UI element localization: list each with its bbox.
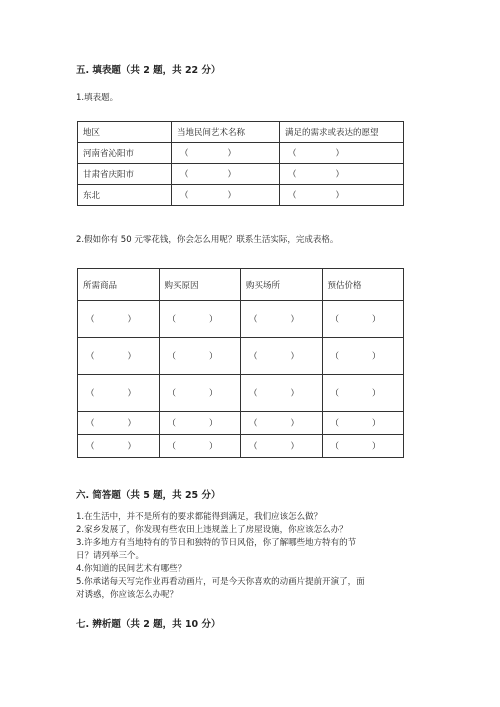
answer-cell[interactable]: （ ）: [241, 338, 323, 375]
table-row: [78, 301, 404, 338]
header-wish: 满足的需求或表达的愿望: [280, 122, 404, 143]
header-goods: 所需商品: [78, 269, 160, 301]
question-1-prompt: 1.填表题。: [76, 93, 119, 103]
question-2-prompt: 2.假如你有 50 元零花钱，你会怎么用呢？联系生活实际，完成表格。: [76, 235, 339, 245]
question-line: 4.你知道的民间艺术有哪些？: [76, 564, 187, 574]
table-row: [78, 338, 404, 375]
answer-cell[interactable]: （ ）: [159, 301, 241, 338]
short-answer-questions: [76, 511, 416, 602]
header-art-name: 当地民间艺术名称: [172, 122, 280, 143]
answer-cell[interactable]: （ ）: [241, 375, 323, 412]
answer-cell[interactable]: （ ）: [241, 301, 323, 338]
answer-cell[interactable]: （ ）: [322, 301, 404, 338]
answer-cell[interactable]: （ ）: [241, 435, 323, 458]
answer-cell[interactable]: （ ）: [78, 435, 160, 458]
table-row: [78, 435, 404, 458]
answer-cell[interactable]: （ ）: [172, 143, 280, 164]
answer-cell[interactable]: （ ）: [172, 164, 280, 185]
answer-cell[interactable]: （ ）: [78, 375, 160, 412]
answer-cell[interactable]: （ ）: [280, 164, 404, 185]
question-line: 对诱惑，你应该怎么办呢？: [76, 590, 179, 600]
answer-cell[interactable]: （ ）: [280, 185, 404, 206]
section6-title: 六. 简答题（共 5 题，共 25 分）: [76, 490, 221, 501]
answer-cell[interactable]: （ ）: [159, 435, 241, 458]
section7-title: 七. 辨析题（共 2 题，共 10 分）: [76, 619, 221, 630]
table-row: [78, 375, 404, 412]
table-row: [78, 185, 404, 206]
header-region: 地区: [78, 122, 172, 143]
header-place: 购买场所: [241, 269, 323, 301]
table-row: [78, 143, 404, 164]
answer-cell[interactable]: （ ）: [159, 338, 241, 375]
header-reason: 购买原因: [159, 269, 241, 301]
question-line: 日？请列举三个。: [76, 551, 145, 561]
answer-cell[interactable]: （ ）: [78, 338, 160, 375]
table-header-row: [78, 269, 404, 301]
answer-cell[interactable]: （ ）: [159, 375, 241, 412]
region-cell: 河南省沁阳市: [78, 143, 172, 164]
region-cell: 甘肃省庆阳市: [78, 164, 172, 185]
answer-cell[interactable]: （ ）: [172, 185, 280, 206]
answer-cell[interactable]: （ ）: [322, 338, 404, 375]
answer-cell[interactable]: （ ）: [78, 412, 160, 435]
answer-cell[interactable]: （ ）: [159, 412, 241, 435]
answer-cell[interactable]: （ ）: [280, 143, 404, 164]
question-line: 5.你承诺每天写完作业再看动画片，可是今天你喜欢的动画片提前开演了，面: [76, 577, 365, 587]
section5-title: 五. 填表题（共 2 题，共 22 分）: [76, 65, 221, 76]
answer-cell[interactable]: （ ）: [322, 435, 404, 458]
answer-cell[interactable]: （ ）: [78, 301, 160, 338]
question-line: 2.家乡发展了，你发现有些农田上违规盖上了房屋设施，你应该怎么办？: [76, 525, 348, 535]
header-price: 预估价格: [322, 269, 404, 301]
answer-cell[interactable]: （ ）: [241, 412, 323, 435]
folk-art-table: [77, 121, 404, 206]
table-row: [78, 164, 404, 185]
question-line: 1.在生活中，并不是所有的要求都能得到满足，我们应该怎么做？: [76, 512, 323, 522]
answer-cell[interactable]: （ ）: [322, 375, 404, 412]
region-cell: 东北: [78, 185, 172, 206]
shopping-plan-table: [77, 268, 404, 458]
table-row: [78, 412, 404, 435]
question-line: 3.许多地方有当地特有的节日和独特的节日风俗，你了解哪些地方特有的节: [76, 538, 357, 548]
table-header-row: [78, 122, 404, 143]
answer-cell[interactable]: （ ）: [322, 412, 404, 435]
